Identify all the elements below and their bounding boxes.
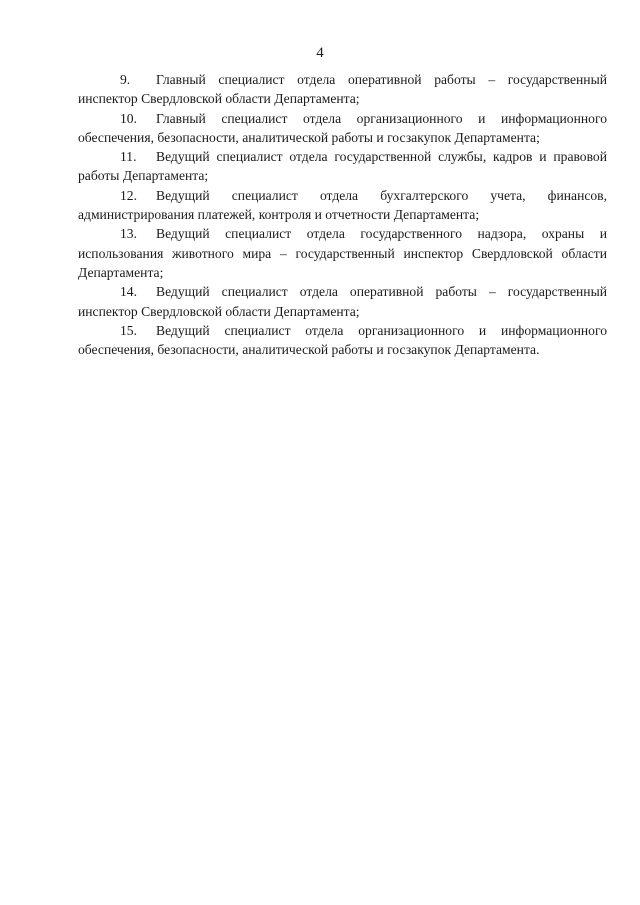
item-number: 13. <box>120 226 137 242</box>
item-number: 10. <box>120 110 137 126</box>
list-item <box>78 282 607 321</box>
item-number: 12. <box>120 187 137 203</box>
list-item <box>78 147 607 186</box>
item-text: Ведущий специалист отдела организационного и информационного обеспечения, безопасности, аналитической работы и госзакупок Департамента. <box>78 322 607 358</box>
list-item <box>78 321 607 360</box>
item-number: 11. <box>120 149 137 165</box>
position-list <box>78 70 607 359</box>
item-text: Главный специалист отдела организационного и информационного обеспечения, безопасности, аналитической работы и госзакупок Департамента; <box>78 110 607 145</box>
item-number: 15. <box>120 322 137 338</box>
item-text: Ведущий специалист отдела бухгалтерского учета, финансов, администрирования платежей, контроля и отчетности Департамента; <box>78 187 607 223</box>
item-text: Ведущий специалист отдела государственного надзора, охраны и использования животного мира – государственный инспектор Свердловской области Департамента; <box>78 226 607 280</box>
list-item <box>78 109 607 148</box>
item-text: Ведущий специалист отдела оперативной работы – государственный инспектор Свердловской области Департамента; <box>78 284 607 319</box>
item-text: Ведущий специалист отдела государственной службы, кадров и правовой работы Департамента; <box>78 149 607 184</box>
item-number: 9. <box>120 72 131 87</box>
item-number: 14. <box>120 284 137 300</box>
list-item <box>78 186 607 225</box>
page-number: 4 <box>316 45 324 61</box>
list-item <box>78 224 607 282</box>
list-item <box>78 70 607 109</box>
item-text: Главный специалист отдела оперативной работы – государственный инспектор Свердловской области Департамента; <box>78 72 607 107</box>
